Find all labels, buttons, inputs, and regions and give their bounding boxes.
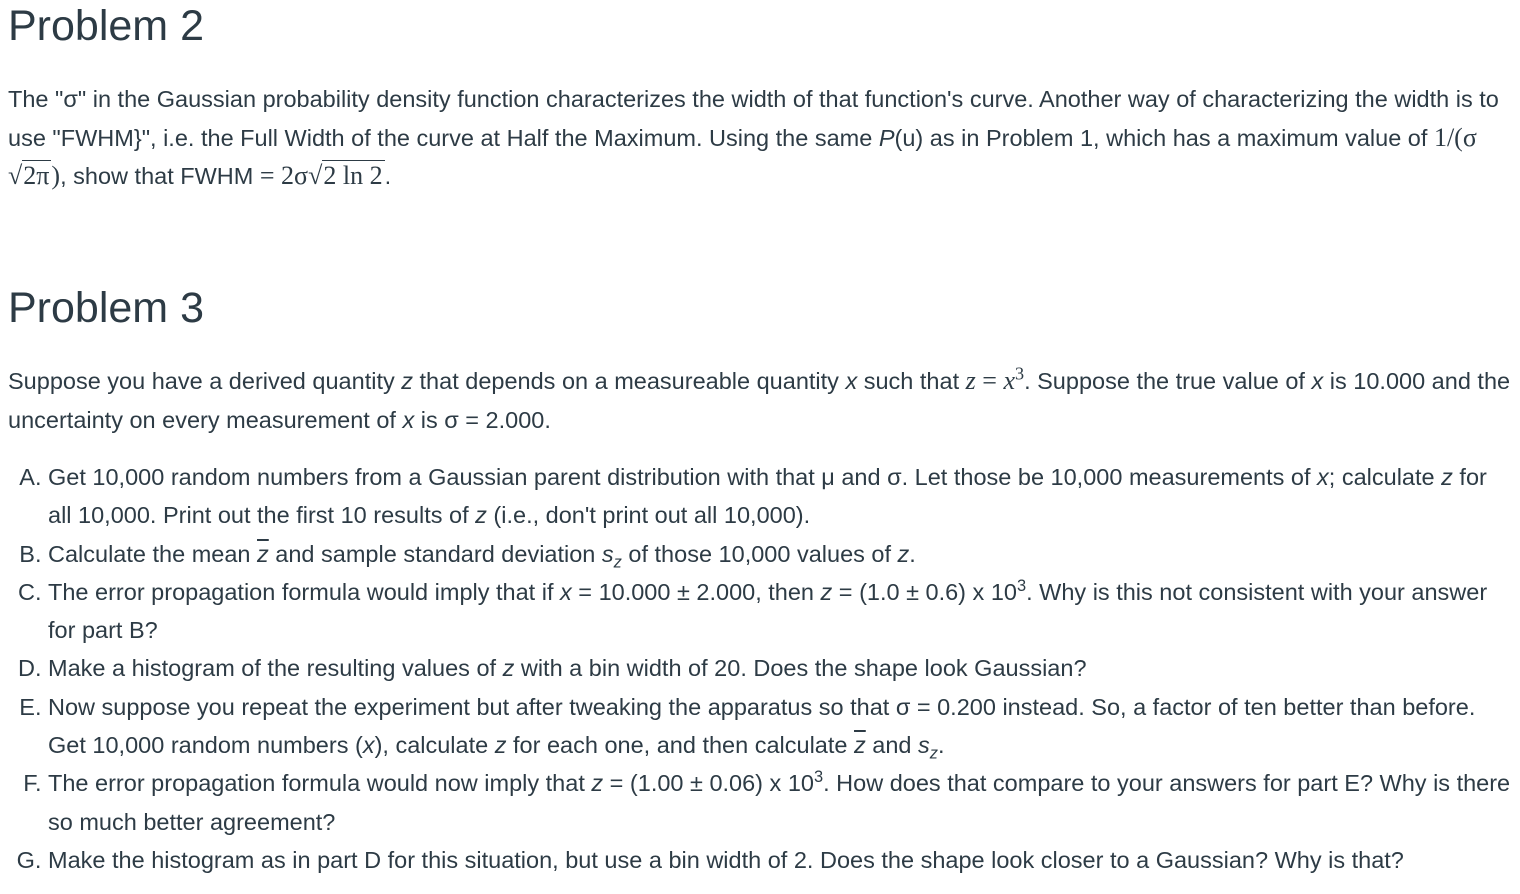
z-equals-x-cubed — [965, 363, 1025, 395]
exponent: 3 — [813, 768, 824, 787]
var-x: x — [1317, 464, 1329, 490]
var-z: z — [897, 540, 910, 567]
part-g — [48, 841, 1512, 879]
part-e-text: ), calculate — [374, 732, 495, 759]
p3-intro-5: is 10.000 and the uncertainty on every measurement of — [8, 368, 1511, 433]
var-x: x — [1311, 368, 1324, 394]
part-f-text: . How does that compare to your answers for part E? Why is there so much better agreement? — [48, 770, 1511, 835]
problem-3-parts — [8, 458, 1512, 879]
part-b — [48, 535, 1512, 573]
problem-3-intro — [8, 362, 1512, 439]
part-b-text: of those 10,000 values of — [621, 540, 898, 567]
max-suffix: ) — [51, 161, 61, 190]
var-x: x — [560, 578, 572, 605]
part-a — [48, 458, 1512, 535]
var-x: x — [402, 406, 415, 433]
part-c-text: . Why is this not consistent with your answer for part B? — [48, 578, 1488, 644]
var-z: z — [591, 770, 604, 797]
p2-text-2: as in Problem 1, which has a maximum value of — [923, 124, 1434, 151]
p3-intro-2: that depends on a measureable quantity — [413, 368, 846, 394]
var-x: x — [362, 732, 375, 759]
var-s: s — [601, 540, 614, 567]
part-e-text: . — [938, 732, 945, 759]
eq-lhs: z — [965, 366, 976, 395]
part-f-text: The error propagation formula would now imply that — [48, 770, 592, 797]
part-b-text: and sample standard deviation — [268, 540, 602, 567]
p3-intro-1: Suppose you have a derived quantity — [8, 368, 402, 394]
z-bar: $\overline{z}$ — [257, 540, 269, 567]
part-d-text: Make a histogram of the resulting values of — [48, 655, 503, 682]
part-e-text: and — [865, 732, 919, 759]
var-s-subscript: z — [929, 744, 939, 763]
exponent: 3 — [1016, 577, 1027, 596]
p2-pu-arg: (u) — [894, 124, 924, 151]
var-z: z — [494, 732, 507, 759]
max-prefix: 1/(σ — [1433, 122, 1477, 152]
p2-text-3: , show that FWHM — [60, 163, 260, 189]
var-s-subscript: z — [613, 553, 622, 572]
part-c-text: = (1.0 ± 0.6) x 10 — [832, 578, 1017, 605]
var-z: z — [401, 368, 413, 394]
fwhm-formula — [260, 161, 385, 190]
part-b-text: Calculate the mean — [48, 540, 258, 567]
var-z: z — [820, 578, 833, 605]
part-e-text: for each one, and then calculate — [506, 732, 855, 759]
eq-exp: 3 — [1014, 363, 1025, 384]
part-c — [48, 573, 1512, 650]
part-a-text: Get 10,000 random numbers from a Gaussian parent distribution with that μ and σ. Let those be 10,000 measurements of — [48, 464, 1318, 490]
part-f — [48, 764, 1512, 841]
part-a-text: for all 10,000. Print out the first 10 results of — [48, 464, 1487, 529]
part-b-text: . — [909, 540, 916, 567]
part-a-text: ; calculate — [1328, 464, 1442, 490]
part-f-text: = (1.00 ± 0.06) x 10 — [603, 770, 814, 797]
sqrt-2ln2-radicand: 2 ln 2 — [323, 161, 383, 190]
part-d-text: with a bin width of 20. Does the shape look Gaussian? — [514, 655, 1087, 682]
sqrt-2pi-radicand: 2π — [23, 161, 50, 190]
p2-pu: P — [878, 124, 895, 151]
eq-rhs: x — [1003, 366, 1015, 395]
z-bar: $\overline{z}$ — [854, 732, 866, 759]
p3-intro-3: such that — [857, 368, 966, 394]
part-d — [48, 649, 1512, 687]
p2-text-1: The "σ" in the Gaussian probability density function characterizes the width of that function's curve. Another way of characterizing the width is to use "FWHM}", i.e. the Full Width of the curve at Half the Maximum. Using the same — [8, 86, 1499, 151]
p2-text-4: . — [384, 163, 392, 189]
eq-mid: = — [975, 366, 1004, 395]
part-c-text: = 10.000 ± 2.000, then — [571, 578, 821, 605]
var-z: z — [502, 655, 515, 682]
part-e — [48, 688, 1512, 765]
fwhm-eq: = 2σ — [259, 161, 309, 190]
var-s: s — [918, 732, 930, 759]
part-e-text: Now suppose you repeat the experiment but after tweaking the apparatus so that σ = 0.200 instead. So, a factor of ten better than before. Get 10,000 random numbers ( — [48, 693, 1476, 759]
p3-intro-6: is σ = 2.000. — [414, 406, 551, 433]
var-x: x — [845, 368, 858, 394]
problem-3-heading: Problem 3 — [8, 284, 204, 332]
problem-2-heading: Problem 2 — [8, 2, 204, 50]
var-z: z — [475, 502, 487, 529]
part-g-text: Make the histogram as in part D for this situation, but use a bin width of 2. Does the shape look closer to a Gaussian? Why is that? — [48, 846, 1404, 873]
part-c-text: The error propagation formula would imply that if — [48, 578, 561, 605]
p3-intro-4: . Suppose the true value of — [1024, 368, 1312, 394]
sqrt-2pi: √2π — [8, 161, 50, 190]
part-a-text: (i.e., don't print out all 10,000). — [486, 502, 811, 529]
problem-2-text — [8, 80, 1512, 196]
sqrt-2ln2: √2 ln 2 — [308, 161, 383, 190]
var-z: z — [1441, 464, 1453, 490]
